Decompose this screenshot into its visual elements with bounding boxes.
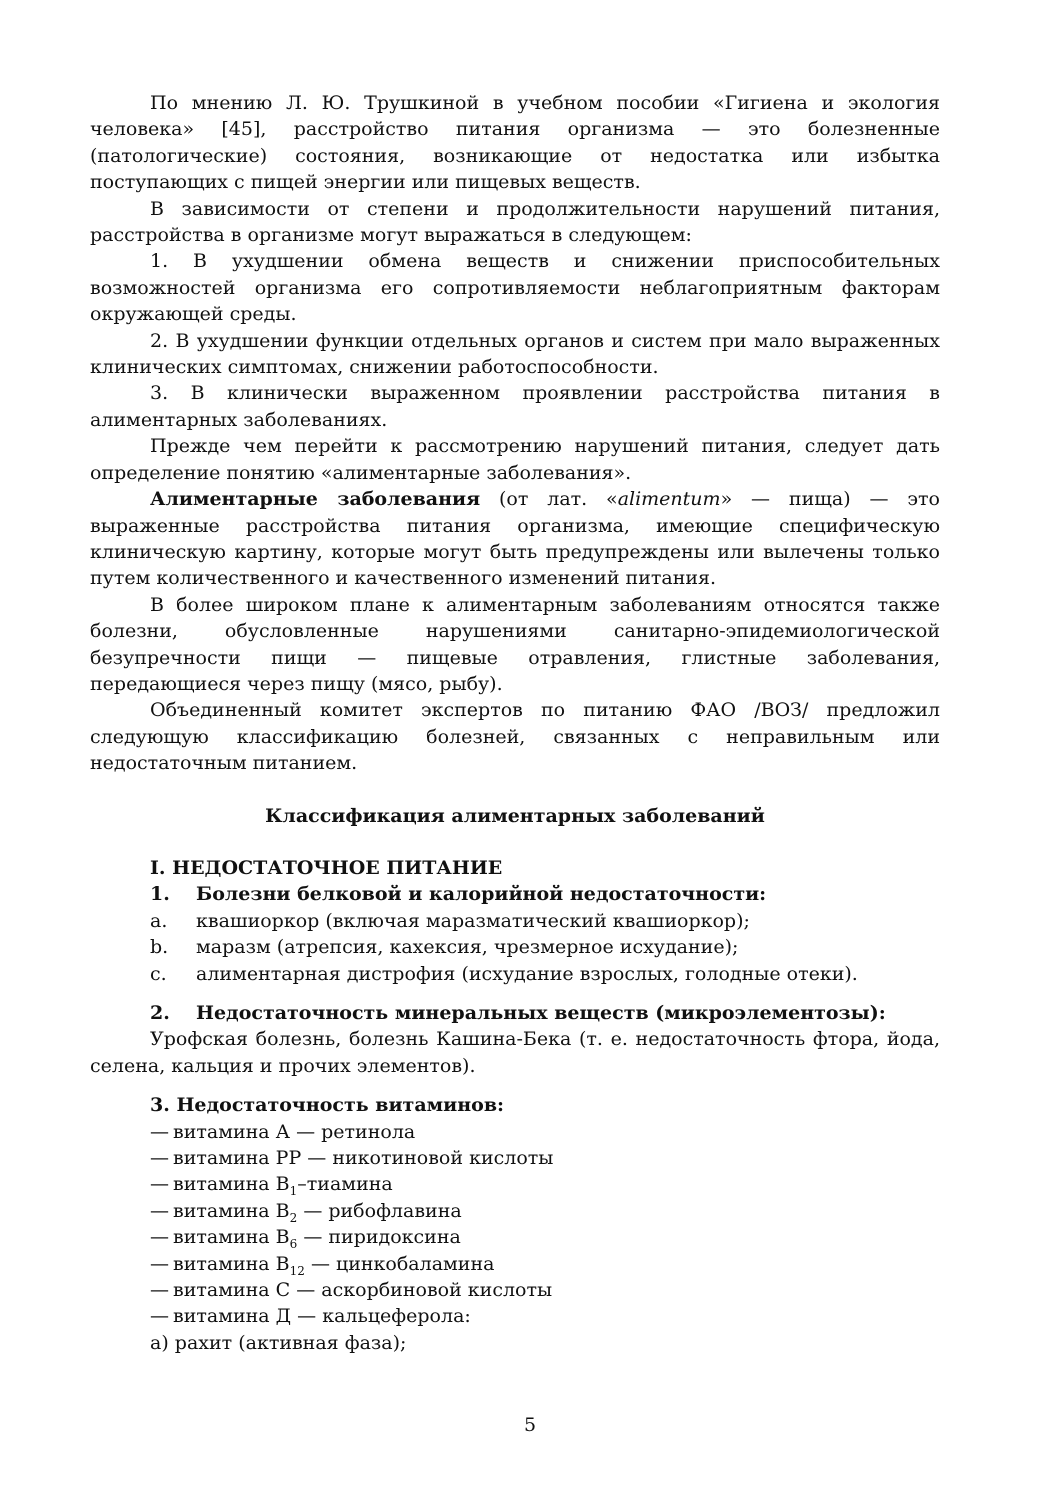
group3-title: 3. Недостаточность витаминов: [150, 1094, 505, 1117]
vitamin-text: витамина РР — никотиновой кислоты [173, 1147, 554, 1170]
dash-marker: — [150, 1305, 169, 1328]
numbered-item-3: 3. В клинически выраженном проявлении расстройства питания в алиментарных заболеваниях. [90, 382, 940, 431]
vitamin-text: витамина В [173, 1226, 290, 1249]
vitamin-item [150, 1303, 940, 1329]
vitamin-item [150, 1171, 940, 1197]
list-marker: b. [150, 936, 169, 959]
definition-pre-latin: (от лат. « [480, 488, 618, 511]
vitamin-item [150, 1119, 940, 1145]
group1-title-row [150, 881, 940, 907]
dash-marker: — [150, 1199, 169, 1222]
dash-marker: — [150, 1147, 169, 1170]
vitamin-name: — рибофлавина [297, 1199, 462, 1222]
vitamin-name: — цинкобаламина [304, 1252, 495, 1275]
vitamin-text: витамина В [173, 1173, 290, 1196]
section-title: I. НЕДОСТАТОЧНОЕ ПИТАНИЕ [150, 856, 503, 879]
classification-heading: Классификация алиментарных заболеваний [265, 804, 765, 827]
group2-text: Урофская болезнь, болезнь Кашина-Бека (т. е. недостаточность фтора, йода, селена, кальция и прочих элементов). [90, 1028, 940, 1077]
list-item-text: маразм (атрепсия, кахексия, чрезмерное исхудание); [196, 936, 739, 959]
vitamin-text: витамина С — аскорбиновой кислоты [173, 1279, 553, 1302]
vitamin-item [150, 1198, 940, 1224]
numbered-item-1: 1. В ухудшении обмена веществ и снижении приспособительных возможностей организма его сопротивляемости неблагоприятным факторам окружающей среды. [90, 250, 940, 326]
list-item-text: квашиоркор (включая маразматический квашиоркор); [196, 909, 750, 932]
list-item-text: алиментарная дистрофия (исхудание взрослых, голодные отеки). [196, 962, 858, 985]
paragraph-definition [90, 486, 940, 592]
list-item [150, 934, 940, 960]
list-item [150, 908, 940, 934]
vitamin-subitem: а) рахит (активная фаза); [150, 1331, 407, 1354]
group1-number: 1. [150, 883, 170, 906]
page-number: 5 [523, 1414, 537, 1436]
spacer [90, 987, 940, 1000]
dash-marker: — [150, 1173, 169, 1196]
dash-marker: — [150, 1279, 169, 1302]
group2-title: Недостаточность минеральных веществ (микроэлементозы): [196, 1002, 886, 1024]
group1-title: Болезни белковой и калорийной недостаточности: [196, 883, 767, 906]
group2-title-row [150, 1000, 940, 1026]
paragraph-transition: Прежде чем перейти к рассмотрению нарушений питания, следует дать определение понятию «алиментарные заболевания». [90, 435, 940, 484]
vitamin-item [150, 1224, 940, 1250]
dash-marker: — [150, 1252, 169, 1275]
list-marker: a. [150, 909, 168, 932]
list-marker: c. [150, 962, 167, 985]
paragraph-committee: Объединенный комитет экспертов по питанию ФАО /ВОЗ/ предложил следующую классификацию болезней, связанных с неправильным или недостаточным питанием. [90, 699, 940, 775]
dash-marker: — [150, 1120, 169, 1143]
vitamin-item [150, 1145, 940, 1171]
definition-rest: » — пища) — это выраженные расстройства питания организма, имеющие специфическую клиническую картину, которые могут быть предупреждены или вылечены только путем количественного и качественного изменений питания. [90, 488, 940, 590]
vitamin-text: витамина В [173, 1252, 290, 1275]
paragraph-intro: По мнению Л. Ю. Трушкиной в учебном пособии «Гигиена и экология человека» [45], расстройство питания организма — это болезненные (патологические) состояния, возникающие от недостатка или избытка поступающих с пищей энергии или пищевых веществ. [90, 92, 940, 194]
vitamin-item [150, 1277, 940, 1303]
group2-number: 2. [150, 1002, 170, 1024]
vitamin-subscript: 6 [289, 1237, 298, 1252]
vitamin-text: витамина А — ретинола [173, 1120, 416, 1143]
paragraph-dependence: В зависимости от степени и продолжительности нарушений питания, расстройства в организме могут выражаться в следующем: [90, 197, 940, 247]
vitamin-subscript: 2 [289, 1210, 298, 1225]
numbered-item-2: 2. В ухудшении функции отдельных органов и систем при мало выраженных клинических симптомах, снижении работоспособности. [90, 329, 940, 379]
vitamin-name: — пиридоксина [297, 1226, 461, 1249]
paragraph-broader: В более широком плане к алиментарным заболеваниям относятся также болезни, обусловленные нарушениями санитарно-эпидемиологической безупречности пищи — пищевые отравления, глистные заболевания, передающиеся через пищу (мясо, рыбу). [90, 593, 940, 695]
dash-marker: — [150, 1226, 169, 1249]
list-item [150, 961, 940, 987]
vitamin-item [150, 1251, 940, 1277]
vitamin-name: –тиамина [297, 1173, 393, 1196]
vitamin-text: витамина В [173, 1199, 290, 1222]
vitamin-subscript: 12 [289, 1263, 305, 1278]
vitamin-subscript: 1 [289, 1184, 298, 1199]
spacer [90, 1079, 940, 1092]
definition-latin-word: alimentum [617, 488, 721, 511]
definition-term: Алиментарные заболевания [150, 488, 481, 511]
vitamin-text: витамина Д — кальцеферола: [173, 1305, 471, 1328]
body-text [90, 90, 940, 1356]
